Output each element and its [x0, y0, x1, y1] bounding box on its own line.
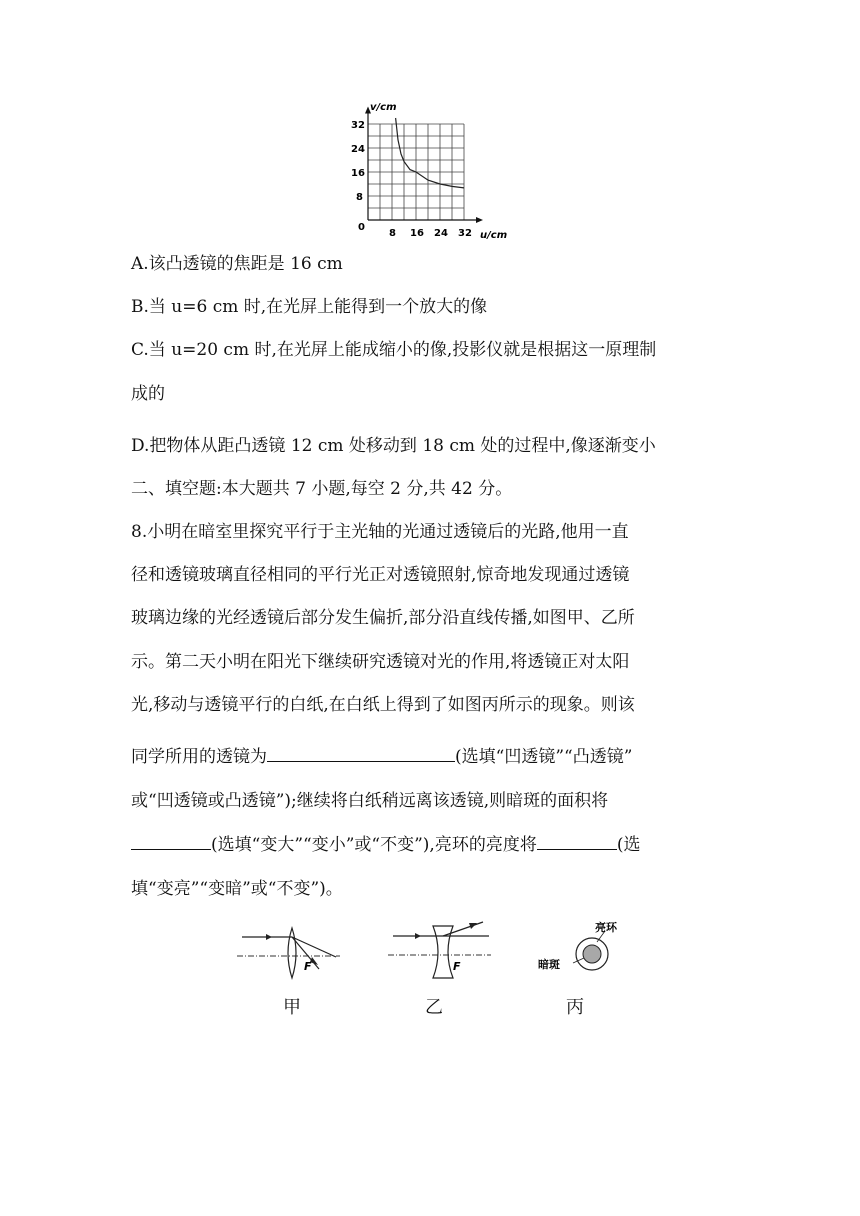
- q8-line2: 径和透镜玻璃直径相同的平行光正对透镜照射,惊奇地发现通过透镜: [131, 565, 630, 585]
- q8-line6: [131, 745, 632, 769]
- answer-blank-2[interactable]: [131, 833, 211, 850]
- caption-yi: 乙: [425, 997, 443, 1018]
- dark-spot: [583, 945, 601, 963]
- figure-jia-convex-lens: [234, 925, 344, 985]
- q8-line6-pre: 同学所用的透镜为: [131, 747, 267, 767]
- caption-bing: 丙: [566, 997, 584, 1018]
- option-c-line1: C.当 u=20 cm 时,在光屏上能成缩小的像,投影仪就是根据这一原理制: [131, 340, 657, 360]
- q8-line8: [131, 833, 640, 857]
- q8-line8-post: (选: [616, 835, 641, 855]
- q8-line9: 填“变亮”“变暗”或“不变”)。: [131, 879, 343, 899]
- figure-yi-concave-lens: [385, 918, 495, 983]
- answer-blank-1[interactable]: [267, 745, 455, 762]
- answer-blank-3[interactable]: [537, 833, 617, 850]
- x-axis-arrow: [476, 217, 483, 223]
- v-u-graph: [340, 100, 510, 245]
- y-tick-label: 32: [351, 120, 365, 131]
- option-b: B.当 u=6 cm 时,在光屏上能得到一个放大的像: [131, 297, 488, 317]
- q8-line4: 示。第二天小明在阳光下继续研究透镜对光的作用,将透镜正对太阳: [131, 652, 630, 672]
- q8-line7: 或“凹透镜或凸透镜”);继续将白纸稍远离该透镜,则暗斑的面积将: [131, 791, 609, 811]
- y-axis-label: v/cm: [370, 102, 397, 113]
- focus-label: F: [453, 960, 461, 973]
- section-title: 二、填空题:本大题共 7 小题,每空 2 分,共 42 分。: [131, 479, 513, 499]
- x-tick-label: 32: [458, 228, 472, 239]
- v-u-curve: [396, 118, 464, 188]
- option-a: A.该凸透镜的焦距是 16 cm: [131, 254, 343, 274]
- y-tick-label: 24: [351, 144, 365, 155]
- q8-line8-mid: (选填“变大”“变小”或“不变”),亮环的亮度将: [211, 835, 537, 855]
- q8-line1: 8.小明在暗室里探究平行于主光轴的光通过透镜后的光路,他用一直: [131, 522, 629, 542]
- x-tick-label: 24: [434, 228, 448, 239]
- figure-bing-light-spot: [535, 918, 635, 978]
- focus-label: F: [304, 960, 312, 973]
- x-axis-label: u/cm: [480, 230, 508, 241]
- q8-line3: 玻璃边缘的光经透镜后部分发生偏折,部分沿直线传播,如图甲、乙所: [131, 608, 635, 628]
- dark-spot-label: 暗斑: [538, 958, 560, 971]
- y-tick-label: 8: [356, 192, 363, 203]
- x-tick-label: 8: [389, 228, 396, 239]
- bright-ring-label: 亮环: [595, 921, 617, 934]
- caption-jia: 甲: [283, 997, 301, 1018]
- q8-line6-post: (选填“凹透镜”“凸透镜”: [455, 747, 633, 767]
- x-tick-label: 16: [410, 228, 424, 239]
- origin-label: 0: [358, 222, 365, 233]
- option-c-line2: 成的: [131, 384, 165, 404]
- y-tick-label: 16: [351, 168, 365, 179]
- option-d: D.把物体从距凸透镜 12 cm 处移动到 18 cm 处的过程中,像逐渐变小: [131, 436, 656, 456]
- q8-line5: 光,移动与透镜平行的白纸,在白纸上得到了如图丙所示的现象。则该: [131, 695, 635, 715]
